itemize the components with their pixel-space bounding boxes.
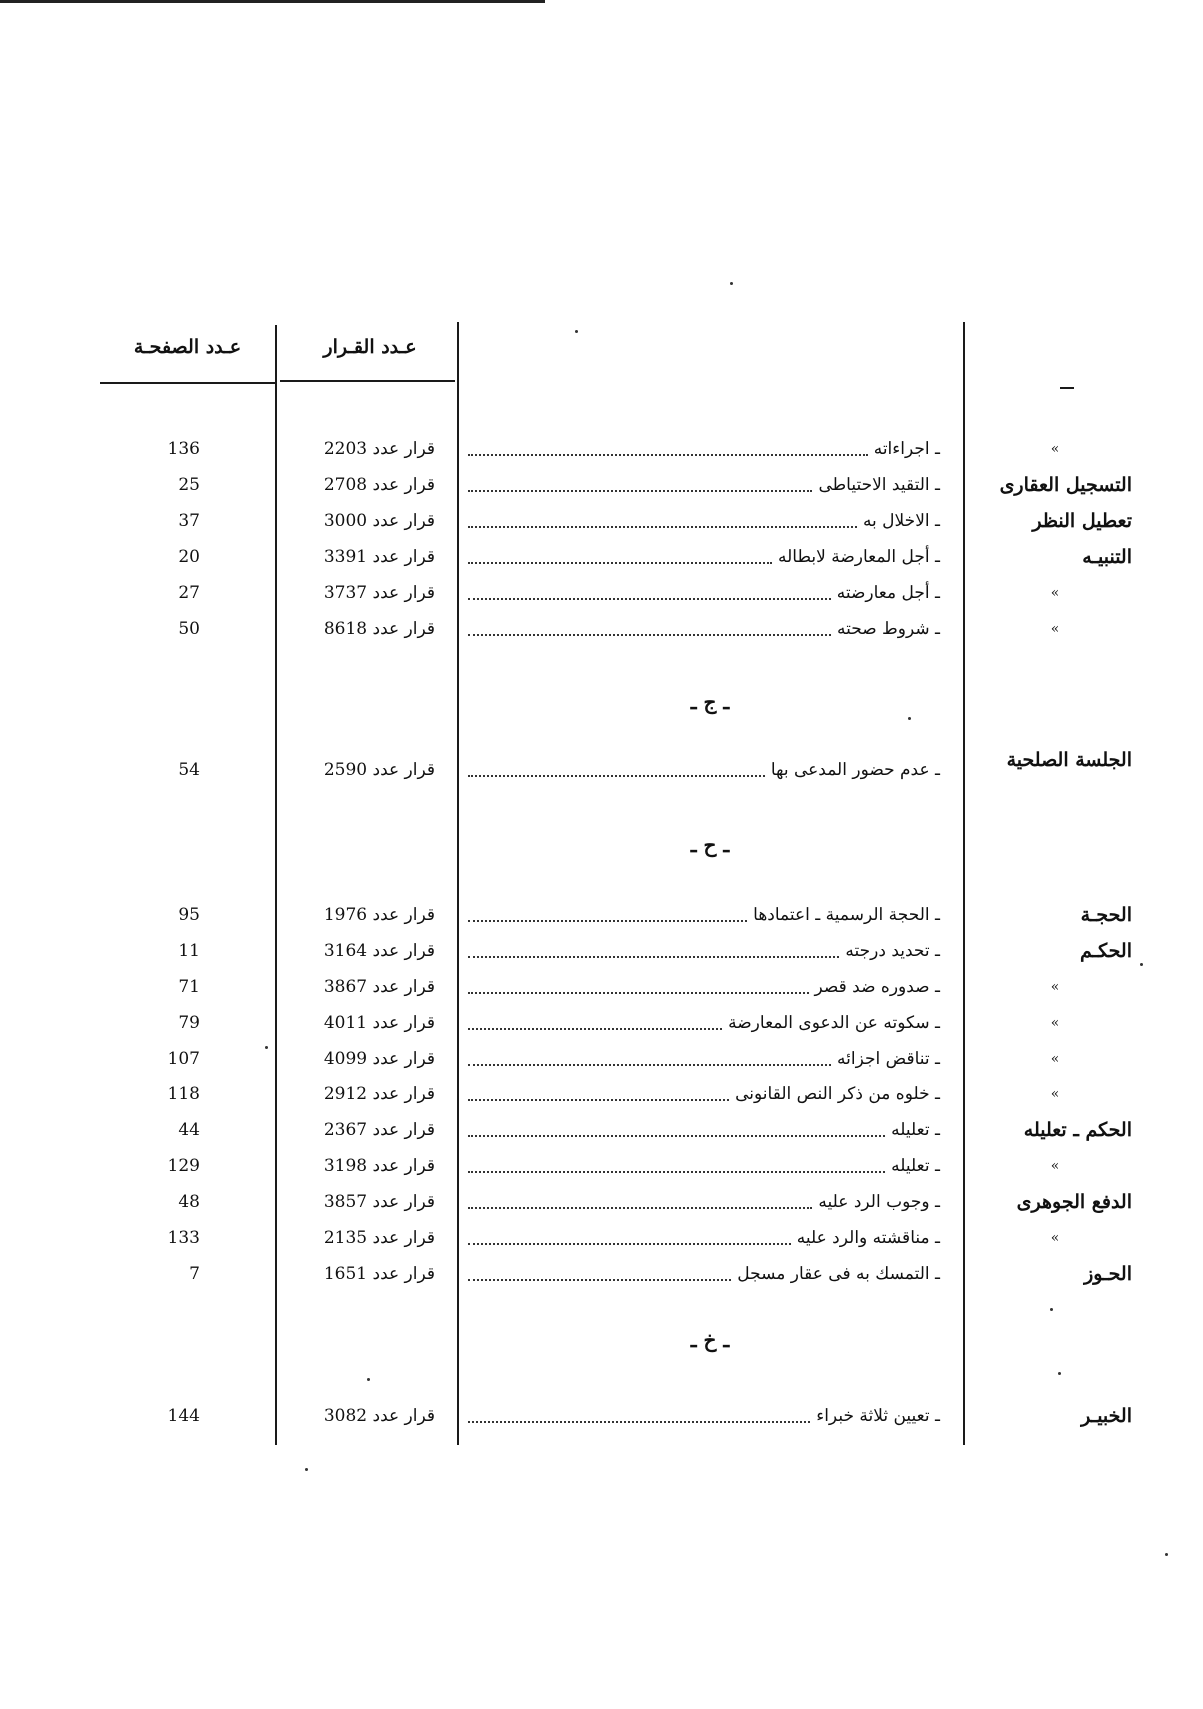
dot-leader bbox=[468, 1279, 731, 1281]
heading-term: الجلسة الصلحية bbox=[1006, 749, 1132, 771]
header-underline-decision bbox=[280, 380, 455, 382]
heading-term: الخبيـر bbox=[1081, 1405, 1132, 1427]
decision-ref: قرار عدد 2912 bbox=[323, 1084, 435, 1104]
heading-term: الحـوز bbox=[1084, 1263, 1132, 1285]
index-row bbox=[0, 1257, 1203, 1291]
decision-ref: قرار عدد 2203 bbox=[323, 439, 435, 459]
index-row bbox=[0, 432, 1203, 466]
page-number: 54 bbox=[178, 760, 200, 780]
page-number: 118 bbox=[167, 1084, 200, 1104]
dot-leader bbox=[468, 1028, 722, 1030]
index-row bbox=[0, 1042, 1203, 1076]
dot-leader bbox=[468, 775, 765, 777]
decision-ref: قرار عدد 2590 bbox=[323, 760, 435, 780]
scan-speck bbox=[265, 1046, 268, 1049]
top-rule bbox=[0, 0, 545, 3]
decision-ref: قرار عدد 2708 bbox=[323, 475, 435, 495]
scan-speck bbox=[1140, 963, 1143, 966]
dot-leader bbox=[468, 1421, 810, 1423]
subject-entry bbox=[462, 1149, 940, 1183]
dot-leader bbox=[468, 526, 857, 528]
decision-ref: قرار عدد 3867 bbox=[323, 977, 435, 997]
header-page-count: عـدد الصفحـة bbox=[133, 336, 242, 358]
dot-leader bbox=[468, 562, 772, 564]
subject-entry bbox=[462, 576, 940, 610]
page-number: 71 bbox=[178, 977, 200, 997]
dot-leader bbox=[468, 490, 812, 492]
page-number: 50 bbox=[178, 619, 200, 639]
page-number: 79 bbox=[178, 1013, 200, 1033]
page-number: 48 bbox=[178, 1192, 200, 1212]
subject-text: ـ وجوب الرد عليه bbox=[818, 1192, 940, 1212]
page-number: 107 bbox=[167, 1049, 200, 1069]
heading-term: الحكـم bbox=[1079, 940, 1132, 962]
decision-ref: قرار عدد 4011 bbox=[323, 1013, 435, 1033]
subject-text: ـ شروط صحته bbox=[837, 619, 940, 639]
index-row bbox=[0, 1077, 1203, 1111]
index-row bbox=[0, 540, 1203, 574]
decision-ref: قرار عدد 1651 bbox=[323, 1264, 435, 1284]
index-row bbox=[0, 468, 1203, 502]
heading-term: التنبيـه bbox=[1082, 546, 1132, 568]
subject-text: ـ الحجة الرسمية ـ اعتمادها bbox=[753, 905, 940, 925]
subject-entry bbox=[462, 898, 940, 932]
heading-ditto: » bbox=[1050, 1015, 1060, 1031]
index-row bbox=[0, 1006, 1203, 1040]
scan-speck bbox=[908, 717, 911, 720]
index-row bbox=[0, 898, 1203, 932]
page-number: 37 bbox=[178, 511, 200, 531]
decision-ref: قرار عدد 3164 bbox=[323, 941, 435, 961]
page-number: 144 bbox=[167, 1406, 200, 1426]
decision-ref: قرار عدد 3391 bbox=[323, 547, 435, 567]
scan-speck bbox=[367, 1378, 370, 1381]
heading-ditto: » bbox=[1050, 1230, 1060, 1246]
page-number: 11 bbox=[178, 941, 200, 961]
subject-text: ـ تناقض اجزائه bbox=[837, 1049, 940, 1069]
scan-speck bbox=[1050, 1308, 1053, 1311]
subject-entry bbox=[462, 1257, 940, 1291]
subject-entry bbox=[462, 504, 940, 538]
index-row bbox=[0, 1113, 1203, 1147]
decision-ref: قرار عدد 3000 bbox=[323, 511, 435, 531]
section-letter-kha: ـ خ ـ bbox=[690, 1328, 730, 1352]
heading-term: الحكم ـ تعليله bbox=[1023, 1119, 1132, 1141]
index-row bbox=[0, 749, 1203, 787]
page-number: 27 bbox=[178, 583, 200, 603]
header-decision-number: عـدد القـرار bbox=[323, 336, 417, 358]
heading-ditto: » bbox=[1050, 979, 1060, 995]
subject-text: ـ تعيين ثلاثة خبراء bbox=[816, 1406, 940, 1426]
index-row bbox=[0, 1149, 1203, 1183]
subject-entry bbox=[462, 540, 940, 574]
scan-speck bbox=[575, 330, 578, 333]
heading-ditto: » bbox=[1050, 621, 1060, 637]
heading-term: التسجيل العقارى bbox=[999, 474, 1132, 496]
index-row bbox=[0, 504, 1203, 538]
heading-ditto: » bbox=[1050, 441, 1060, 457]
dot-leader bbox=[468, 598, 831, 600]
scan-speck bbox=[1058, 1372, 1061, 1375]
subject-text: ـ مناقشته والرد عليه bbox=[796, 1228, 940, 1248]
index-row bbox=[0, 1221, 1203, 1255]
page-number: 25 bbox=[178, 475, 200, 495]
index-row bbox=[0, 934, 1203, 968]
dot-leader bbox=[468, 1135, 885, 1137]
heading-ditto: » bbox=[1050, 585, 1060, 601]
page-number: 95 bbox=[178, 905, 200, 925]
heading-term: الدفع الجوهرى bbox=[1016, 1191, 1132, 1213]
page-number: 136 bbox=[167, 439, 200, 459]
decision-ref: قرار عدد 3082 bbox=[323, 1406, 435, 1426]
dot-leader bbox=[468, 454, 868, 456]
page-number: 7 bbox=[189, 1264, 200, 1284]
scan-speck bbox=[305, 1468, 308, 1471]
subject-entry bbox=[462, 1185, 940, 1219]
heading-term: تعطيل النظر bbox=[1032, 510, 1132, 532]
subject-text: ـ تعليله bbox=[891, 1120, 940, 1140]
decision-ref: قرار عدد 4099 bbox=[323, 1049, 435, 1069]
subject-text: ـ صدوره ضد قصر bbox=[814, 977, 940, 997]
subject-text: ـ سكوته عن الدعوى المعارضة bbox=[728, 1013, 940, 1033]
subject-entry bbox=[462, 1042, 940, 1076]
dot-leader bbox=[468, 920, 747, 922]
short-dash bbox=[1060, 387, 1074, 389]
index-row bbox=[0, 576, 1203, 610]
index-row bbox=[0, 970, 1203, 1004]
dot-leader bbox=[468, 634, 831, 636]
page-number: 133 bbox=[167, 1228, 200, 1248]
scan-speck bbox=[730, 282, 733, 285]
section-letter-ha: ـ ح ـ bbox=[690, 833, 730, 857]
subject-text: ـ عدم حضور المدعى بها bbox=[770, 760, 940, 780]
decision-ref: قرار عدد 2135 bbox=[323, 1228, 435, 1248]
decision-ref: قرار عدد 3737 bbox=[323, 583, 435, 603]
heading-term: الحجـة bbox=[1080, 904, 1132, 926]
subject-entry bbox=[462, 970, 940, 1004]
subject-text: ـ التقيد الاحتياطى bbox=[818, 475, 940, 495]
subject-text: ـ تحديد درجته bbox=[845, 941, 940, 961]
index-row bbox=[0, 1399, 1203, 1433]
header-underline-page bbox=[100, 382, 275, 384]
heading-ditto: » bbox=[1050, 1086, 1060, 1102]
dot-leader bbox=[468, 1207, 812, 1209]
subject-entry bbox=[462, 432, 940, 466]
dot-leader bbox=[468, 992, 809, 994]
subject-text: ـ أجل المعارضة لابطاله bbox=[777, 547, 940, 567]
subject-entry bbox=[462, 1399, 940, 1433]
subject-entry bbox=[462, 468, 940, 502]
index-row bbox=[0, 1185, 1203, 1219]
subject-entry bbox=[462, 612, 940, 646]
decision-ref: قرار عدد 3198 bbox=[323, 1156, 435, 1176]
decision-ref: قرار عدد 1976 bbox=[323, 905, 435, 925]
dot-leader bbox=[468, 956, 839, 958]
scan-speck bbox=[1165, 1553, 1168, 1556]
subject-entry bbox=[462, 1221, 940, 1255]
dot-leader bbox=[468, 1064, 831, 1066]
subject-entry bbox=[462, 934, 940, 968]
index-row bbox=[0, 612, 1203, 646]
subject-text: ـ خلوه من ذكر النص القانونى bbox=[735, 1084, 940, 1104]
subject-entry bbox=[462, 1113, 940, 1147]
subject-text: ـ التمسك به فى عقار مسجل bbox=[737, 1264, 940, 1284]
dot-leader bbox=[468, 1243, 791, 1245]
page-number: 44 bbox=[178, 1120, 200, 1140]
page-number: 129 bbox=[167, 1156, 200, 1176]
decision-ref: قرار عدد 3857 bbox=[323, 1192, 435, 1212]
dot-leader bbox=[468, 1171, 885, 1173]
subject-text: ـ الاخلال به bbox=[862, 511, 940, 531]
dot-leader bbox=[468, 1099, 729, 1101]
subject-text: ـ اجراءاته bbox=[873, 439, 940, 459]
subject-text: ـ أجل معارضته bbox=[836, 583, 940, 603]
subject-entry bbox=[462, 1077, 940, 1111]
page-number: 20 bbox=[178, 547, 200, 567]
heading-ditto: » bbox=[1050, 1051, 1060, 1067]
section-letter-jim: ـ ج ـ bbox=[690, 690, 730, 714]
decision-ref: قرار عدد 2367 bbox=[323, 1120, 435, 1140]
decision-ref: قرار عدد 8618 bbox=[323, 619, 435, 639]
subject-entry bbox=[462, 1006, 940, 1040]
subject-text: ـ تعليله bbox=[891, 1156, 940, 1176]
heading-ditto: » bbox=[1050, 1158, 1060, 1174]
subject-entry bbox=[462, 753, 940, 787]
